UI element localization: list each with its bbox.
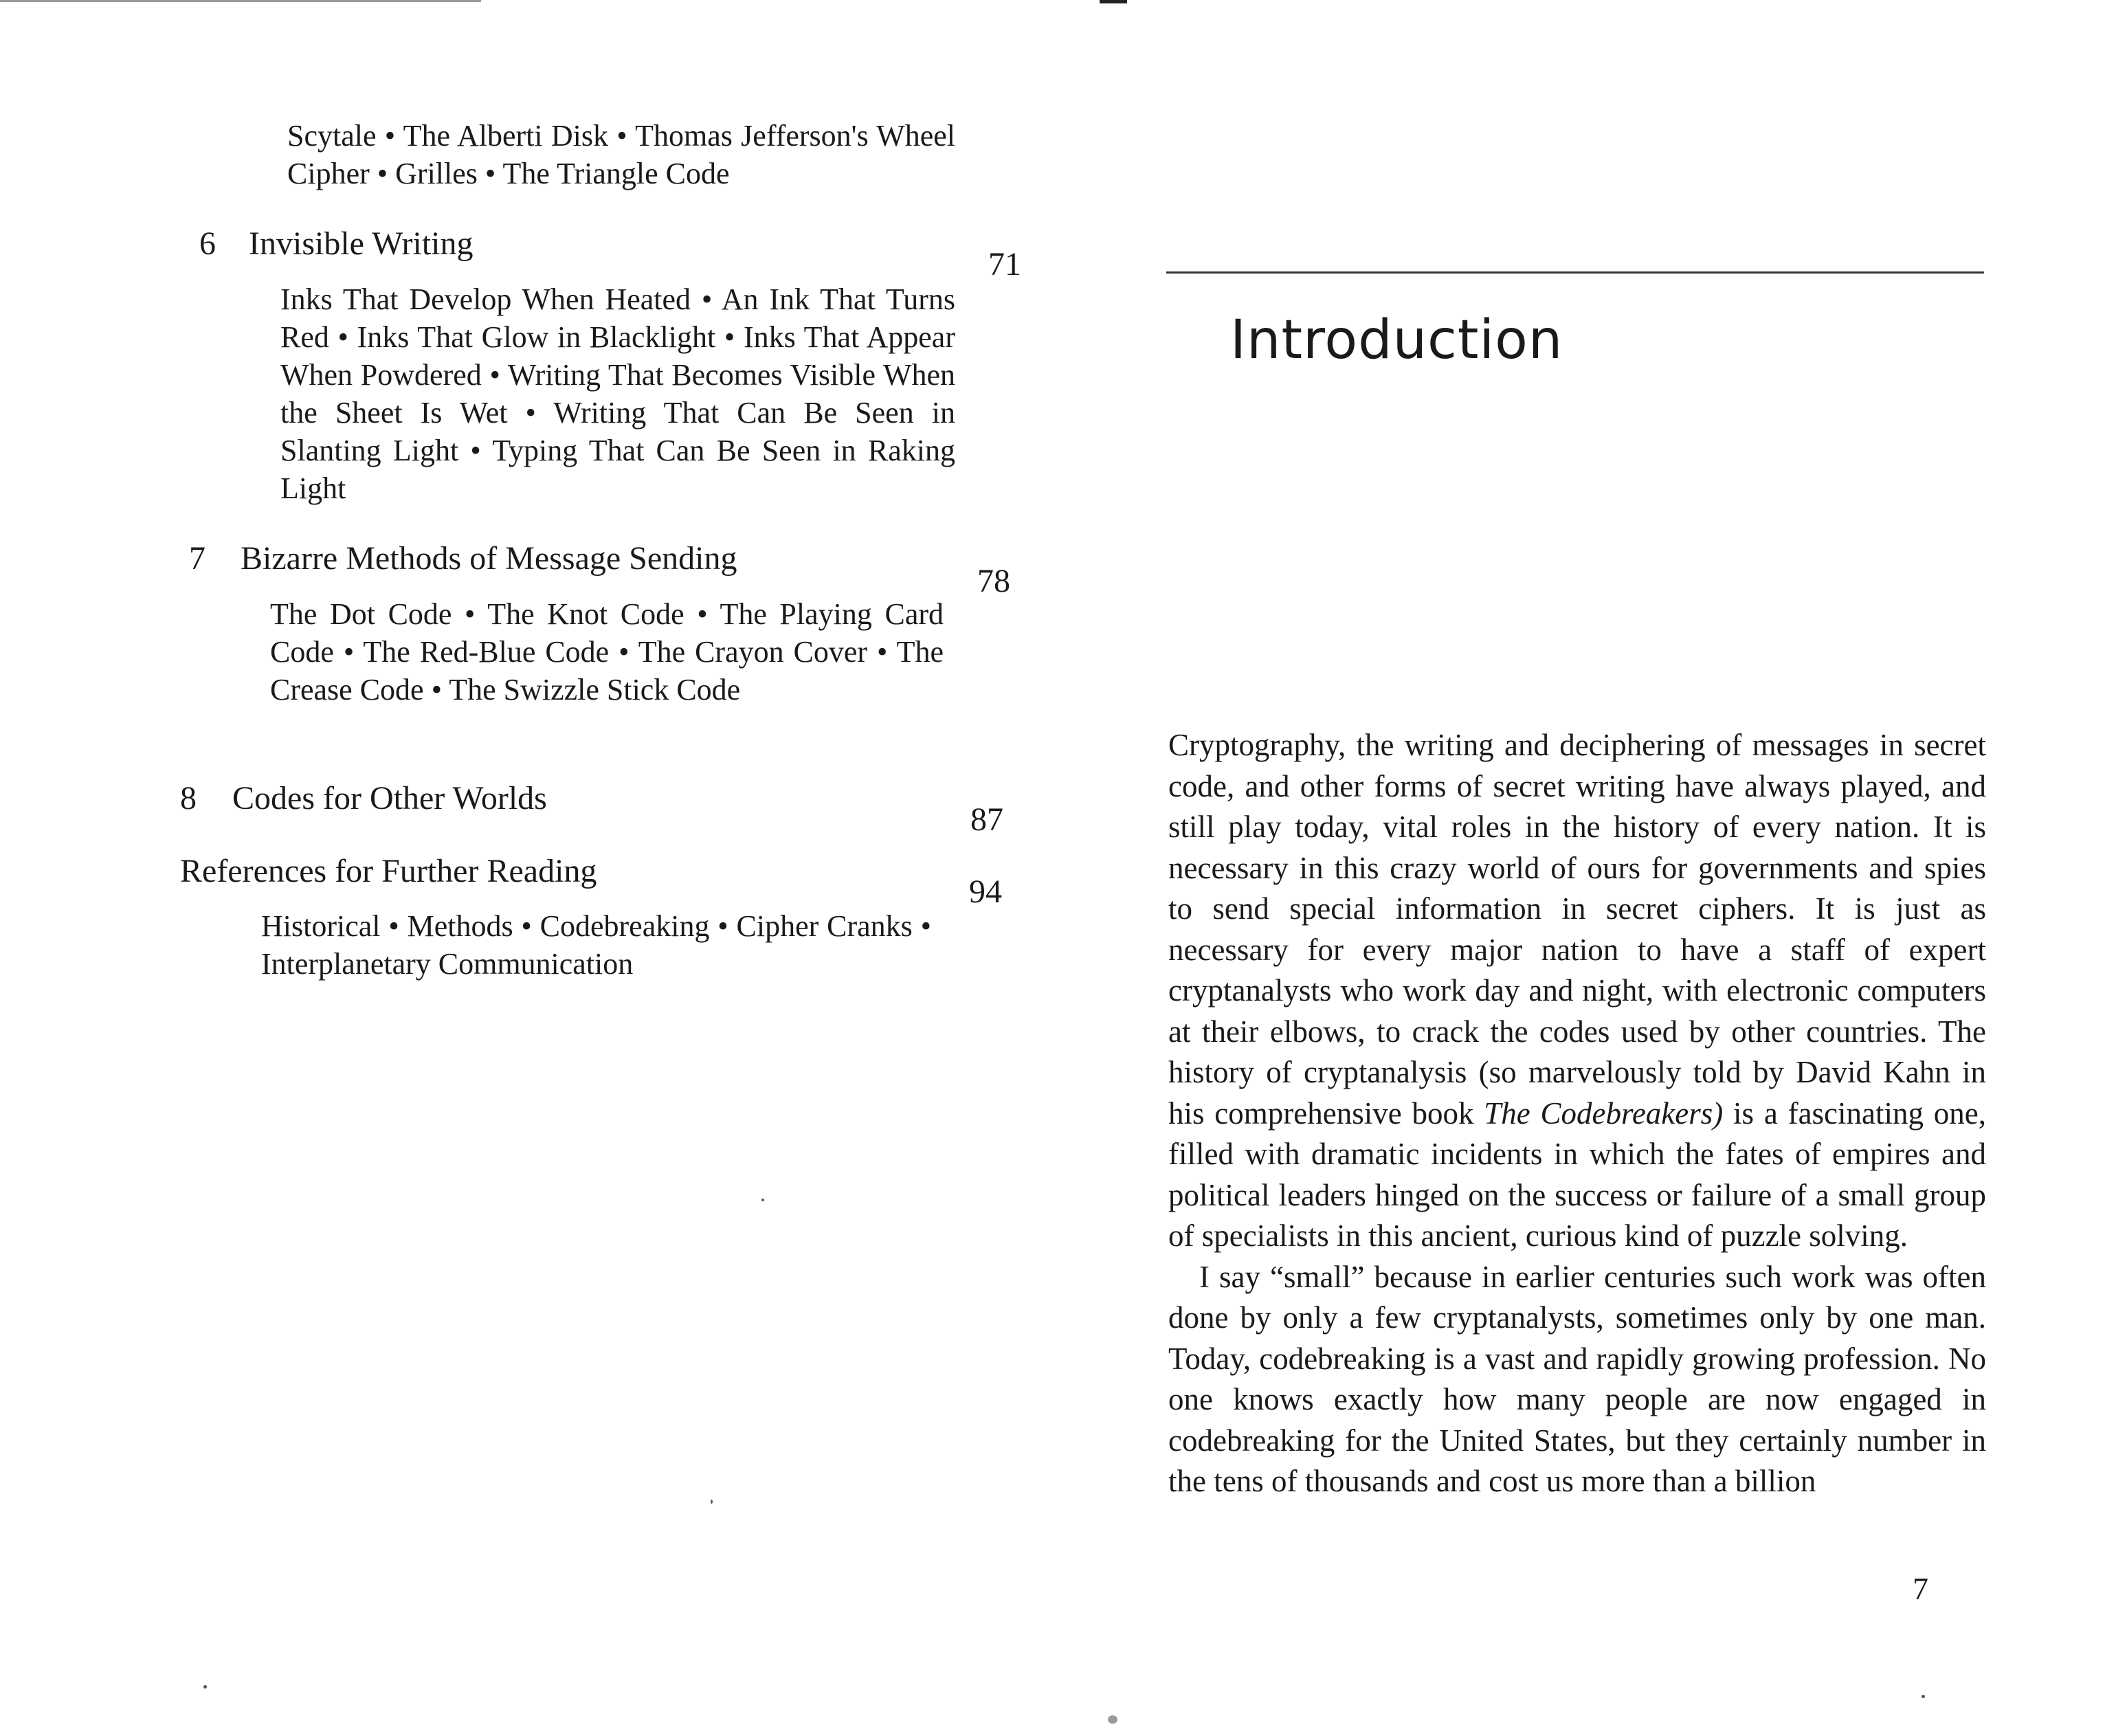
chapter-7-title: Bizarre Methods of Message Sending (241, 540, 737, 577)
introduction-body (1168, 725, 1986, 1502)
scan-speck (711, 1500, 713, 1504)
chapter-6-number: 6 (199, 225, 216, 262)
paragraph-1-text: Cryptography, the writing and deciphering of messages in secret code, and other forms of secret writing have always played, and still play today, vital roles in the history of every nation. It is necessary in this crazy world of ours for governments and spies to send special information in secret ciphers. It is just as necessary for every major nation to have a staff of expert cryptanalysts who work day and night, with electronic computers at their elbows, to crack the codes used by other countries. The history of cryptanalysis (so marvelously told by David Kahn in his comprehensive book (1168, 728, 1986, 1131)
scan-edge-mark (1100, 0, 1127, 3)
scan-speck (761, 1199, 764, 1201)
chapter-8-number: 8 (180, 780, 197, 816)
chapter-6-title: Invisible Writing (249, 225, 474, 262)
chapter-6-page: 71 (988, 246, 1021, 282)
page-number: 7 (1913, 1571, 1928, 1606)
chapter-5-topics: Scytale • The Alberti Disk • Thomas Jefferson's Wheel Cipher • Grilles • The Triangle Code (287, 119, 955, 190)
scan-speck (203, 1685, 207, 1689)
chapter-7-topics: The Dot Code • The Knot Code • The Playing Card Code • The Red-Blue Code • The Crayon Cover • The Crease Code • The Swizzle Stick Code (270, 597, 944, 706)
book-title: The Codebreakers) (1484, 1095, 1724, 1131)
references-page: 94 (969, 873, 1002, 910)
scan-edge-line (0, 0, 481, 2)
paragraph-1 (1168, 725, 1986, 1257)
references-topics: Historical • Methods • Codebreaking • Cipher Cranks • Interplanetary Communication (261, 909, 931, 981)
chapter-6-topics: Inks That Develop When Heated • An Ink That Turns Red • Inks That Glow in Blacklight • Inks That Appear When Powdered • Writing That Becomes Visible When the Sheet Is Wet • Writing That Can Be Seen in Slanting Light • Typing That Can Be Seen in Raking Light (280, 282, 955, 505)
chapter-8-page: 87 (970, 801, 1003, 838)
scan-speck (1922, 1695, 1925, 1698)
references-title: References for Further Reading (180, 853, 597, 889)
paragraph-1-end: is a fascinating one, filled with dramatic incidents in which the fates of empires and political leaders hinged on the success or failure of a small group of specialists in this ancient, curious kind of puzzle solving. (1168, 1095, 1986, 1253)
chapter-8-title: Codes for Other Worlds (232, 780, 547, 816)
chapter-7-page: 78 (977, 563, 1010, 599)
heading-rule (1166, 271, 1984, 274)
scan-speck (1108, 1715, 1117, 1724)
chapter-7-number: 7 (189, 540, 205, 577)
page-title: Introduction (1230, 309, 1563, 371)
paragraph-2: I say “small” because in earlier centuries such work was often done by only a few cryptanalysts, sometimes only by one man. Today, codebreaking is a vast and rapidly growing profession. No one knows exactly how many people are now engaged in codebreaking for the United States, but they certainly number in the tens of thousands and cost us more than a billion (1168, 1259, 1986, 1498)
